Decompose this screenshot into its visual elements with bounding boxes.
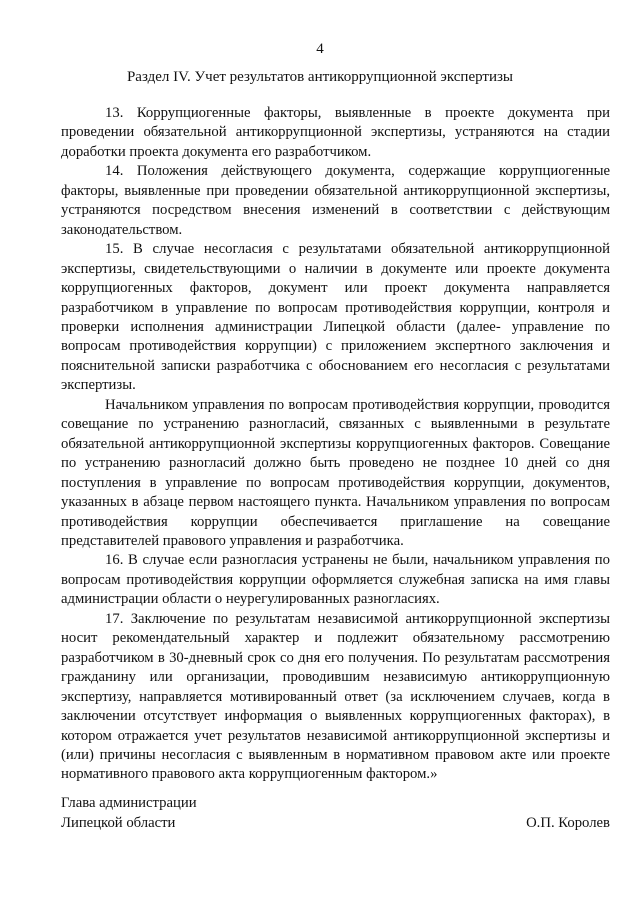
signature-row	[61, 814, 610, 834]
paragraph-14: 14. Положения действующего документа, содержащие коррупциогенные факторы, выявленные при проведении обязательной антикоррупционной экспертизы, устраняются посредством внесения изменений в соответствии с действующим законодательством.	[61, 163, 610, 238]
paragraph-15-second: Начальником управления по вопросам противодействия коррупции, проводится совещание по устранению разногласий, связанных с выявленными в результате обязательной антикоррупционной экспертизы коррупциогенных факторов. Совещание по устранению разногласий должно быть проведено не позднее 10 дней со дня поступления в управление по вопросам противодействия коррупции, документов, указанных в абзаце первом настоящего пункта. Начальником управления по вопросам противодействия коррупции обеспечивается приглашение на совещание представителей правового управления и разработчика.	[61, 396, 610, 549]
section-title: Раздел IV. Учет результатов антикоррупционной экспертизы	[126, 69, 514, 85]
signatory-name: О.П. Королев	[526, 814, 610, 831]
page-number: 4	[316, 41, 324, 57]
paragraph-17: 17. Заключение по результатам независимой антикоррупционной экспертизы носит рекомендательный характер и подлежит обязательному рассмотрению разработчиком в 30-дневный срок со дня его получения. По результатам рассмотрения гражданину или организации, проводившим независимую антикоррупционную экспертизу, направляется мотивированный ответ (за исключением случаев, когда в заключении отсутствует информация о выявленных коррупциогенных факторах), в котором отражается учет результатов независимой антикоррупционной экспертизы и (или) причины несогласия с выявленным в нормативном правовом акте или проекте нормативного правового акта коррупциогенным фактором.»	[61, 610, 610, 783]
paragraph-15: 15. В случае несогласия с результатами обязательной антикоррупционной экспертизы, свидетельствующими о наличии в документе или проекте документа коррупциогенных факторов, документ или проект документа направляется разработчиком в управление по вопросам противодействия коррупции, контроля и проверки исполнения администрации Липецкой области (далее- управление по вопросам противодействия коррупции) с приложением экспертного заключения и пояснительной записки разработчика с обоснованием его несогласия с результатами экспертизы.	[61, 241, 610, 394]
signatory-position-line1: Глава администрации	[61, 795, 197, 811]
paragraph-16: 16. В случае если разногласия устранены не были, начальником управления по вопросам противодействия коррупции оформляется служебная записка на имя главы администрации области о неурегулированных разногласиях.	[61, 552, 610, 608]
document-body	[61, 104, 610, 785]
signature-block	[61, 794, 610, 833]
paragraph-13: 13. Коррупциогенные факторы, выявленные в проекте документа при проведении обязательной антикоррупционной экспертизы, устраняются на стадии доработки проекта документа его разработчиком.	[61, 105, 610, 160]
signatory-position-line2: Липецкой области	[61, 814, 176, 831]
